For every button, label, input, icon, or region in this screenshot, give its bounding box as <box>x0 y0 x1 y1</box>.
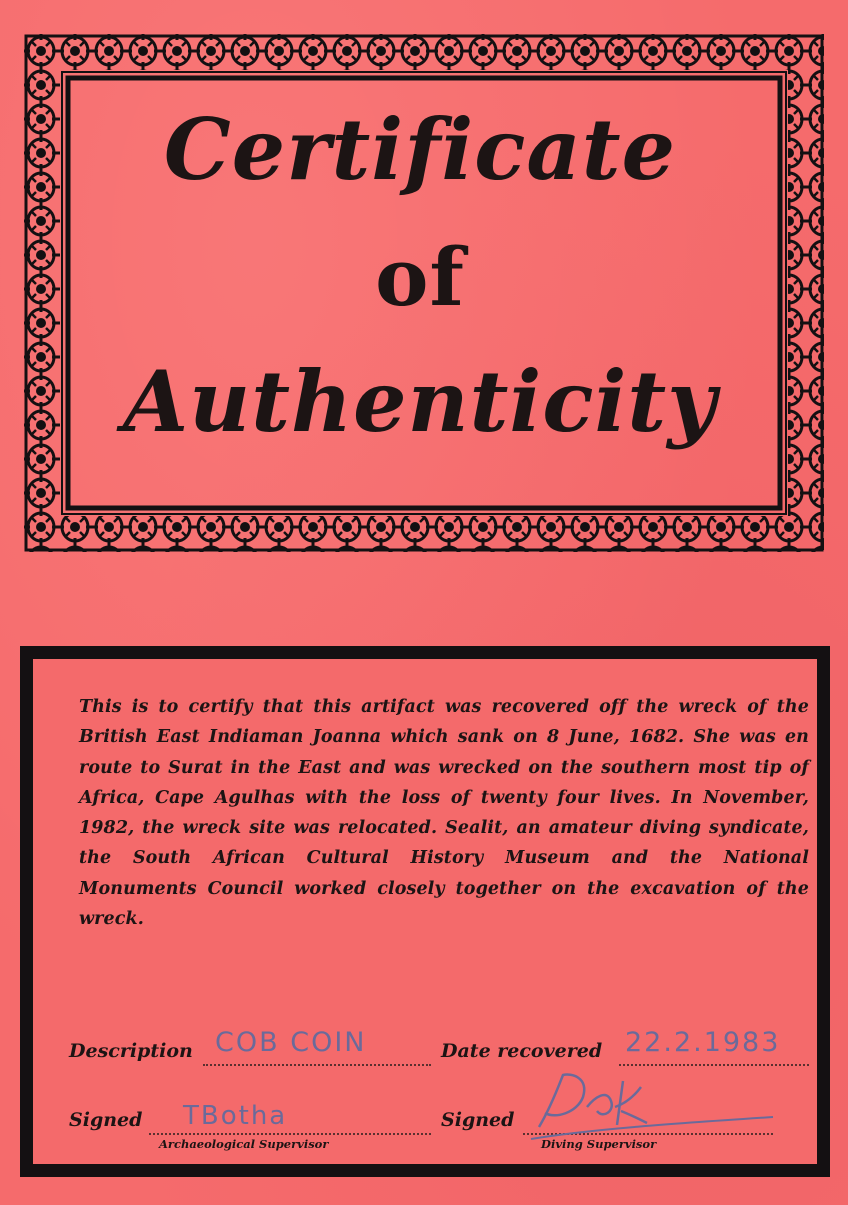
signature-2 <box>511 1067 781 1147</box>
date-recovered-label: Date recovered <box>441 1040 603 1062</box>
title-of: of <box>375 230 465 324</box>
description-dotted-line <box>203 1064 431 1066</box>
role-archaeological-supervisor: Archaeological Supervisor <box>159 1137 329 1151</box>
description-value: COB COIN <box>215 1027 367 1058</box>
certificate-title <box>60 90 780 490</box>
role-diving-supervisor: Diving Supervisor <box>541 1137 657 1151</box>
certification-statement: This is to certify that this artifact was recovered off the wreck of the British East Indiaman Joanna which sank on 8 June, 1682. She was en route to Surat in the East and was wrecked on the southern most tip of Africa, Cape Agulhas with the loss of twenty four lives. In November, 1982, the wreck site was relocated. Sealit, an amateur diving syndicate, the South African Cultural History Museum and the National Monuments Council worked closely together on the excavation of the wreck. <box>79 697 809 930</box>
title-authenticity: Authenticity <box>122 352 717 451</box>
signed-label-2: Signed <box>441 1109 515 1131</box>
signature-1: TBotha <box>183 1101 288 1131</box>
signed-label-1: Signed <box>69 1109 143 1131</box>
signature-line-1 <box>149 1133 431 1135</box>
certificate-text-panel <box>20 646 830 1177</box>
date-recovered-value: 22.2.1983 <box>625 1027 781 1058</box>
description-label: Description <box>69 1040 193 1062</box>
date-dotted-line <box>619 1064 809 1066</box>
title-certificate: Certificate <box>163 100 677 199</box>
